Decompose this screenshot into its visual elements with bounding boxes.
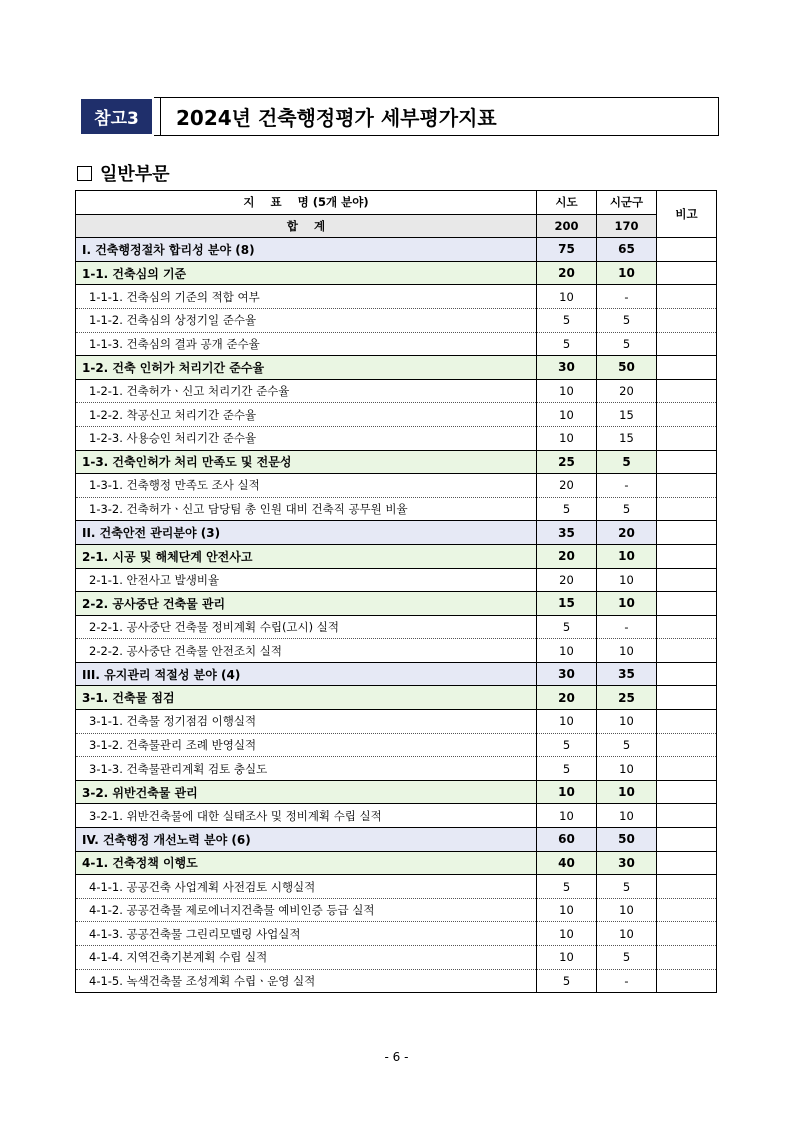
table-row xyxy=(76,639,717,663)
table-row xyxy=(76,875,717,899)
score-sido: 40 xyxy=(537,851,597,875)
column-header-indicator: 지 표 명 (5개 분야) xyxy=(76,191,537,215)
table-row xyxy=(76,474,717,498)
indicator-name: 1-3-2. 건축허가ㆍ신고 담당팀 총 인원 대비 건축직 공무원 비율 xyxy=(76,497,537,521)
page-title: 2024년 건축행정평가 세부평가지표 xyxy=(176,106,497,130)
table-row xyxy=(76,922,717,946)
score-sido: 10 xyxy=(537,379,597,403)
indicator-name: 3-1-1. 건축물 정기점검 이행실적 xyxy=(76,710,537,734)
note-cell xyxy=(657,403,717,427)
score-sido: 20 xyxy=(537,261,597,285)
indicator-name: 4-1-4. 지역건축기본계획 수립 실적 xyxy=(76,946,537,970)
note-cell xyxy=(657,710,717,734)
table-row xyxy=(76,898,717,922)
category-row xyxy=(76,238,717,262)
indicator-name: 1-2-3. 사용승인 처리기간 준수율 xyxy=(76,426,537,450)
score-sido: 10 xyxy=(537,426,597,450)
score-sido: 5 xyxy=(537,332,597,356)
table-row xyxy=(76,497,717,521)
score-sido: 10 xyxy=(537,285,597,309)
indicator-name: I. 건축행정절차 합리성 분야 (8) xyxy=(76,238,537,262)
indicator-name: 3-1. 건축물 점검 xyxy=(76,686,537,710)
subcategory-row xyxy=(76,592,717,616)
indicator-name: 1-1-3. 건축심의 결과 공개 준수율 xyxy=(76,332,537,356)
score-sido: 35 xyxy=(537,521,597,545)
score-sigungu: 35 xyxy=(597,662,657,686)
note-cell xyxy=(657,544,717,568)
score-sido: 5 xyxy=(537,497,597,521)
note-cell xyxy=(657,615,717,639)
note-cell xyxy=(657,828,717,852)
note-cell xyxy=(657,426,717,450)
indicator-name: 1-3. 건축인허가 처리 만족도 및 전문성 xyxy=(76,450,537,474)
total-sigungu: 170 xyxy=(597,214,657,238)
indicator-name: 3-2. 위반건축물 관리 xyxy=(76,780,537,804)
score-sigungu: 10 xyxy=(597,804,657,828)
score-sigungu: 10 xyxy=(597,261,657,285)
score-sido: 5 xyxy=(537,969,597,993)
note-cell xyxy=(657,521,717,545)
score-sido: 10 xyxy=(537,898,597,922)
note-cell xyxy=(657,686,717,710)
table-row xyxy=(76,804,717,828)
table-total-row xyxy=(76,214,717,238)
score-sigungu: 5 xyxy=(597,733,657,757)
score-sigungu: 10 xyxy=(597,757,657,781)
score-sigungu: - xyxy=(597,969,657,993)
score-sigungu: 10 xyxy=(597,780,657,804)
indicator-name: 2-1-1. 안전사고 발생비율 xyxy=(76,568,537,592)
note-cell xyxy=(657,474,717,498)
score-sigungu: 10 xyxy=(597,898,657,922)
table-row xyxy=(76,710,717,734)
score-sido: 60 xyxy=(537,828,597,852)
note-cell xyxy=(657,946,717,970)
indicator-name: 1-1. 건축심의 기준 xyxy=(76,261,537,285)
indicator-name: 2-2. 공사중단 건축물 관리 xyxy=(76,592,537,616)
subcategory-row xyxy=(76,261,717,285)
note-cell xyxy=(657,497,717,521)
score-sigungu: 10 xyxy=(597,568,657,592)
score-sido: 10 xyxy=(537,946,597,970)
indicator-name: 3-1-2. 건축물관리 조례 반영실적 xyxy=(76,733,537,757)
score-sigungu: 5 xyxy=(597,450,657,474)
score-sigungu: 65 xyxy=(597,238,657,262)
indicator-name: 4-1. 건축정책 이행도 xyxy=(76,851,537,875)
checkbox-square-icon xyxy=(77,166,92,181)
indicator-name: 4-1-1. 공공건축 사업계획 사전검토 시행실적 xyxy=(76,875,537,899)
table-row xyxy=(76,969,717,993)
table-row xyxy=(76,308,717,332)
score-sigungu: 20 xyxy=(597,379,657,403)
indicator-name: 1-1-2. 건축심의 상정기일 준수율 xyxy=(76,308,537,332)
table-row xyxy=(76,285,717,309)
score-sigungu: 50 xyxy=(597,356,657,380)
table-row xyxy=(76,757,717,781)
table-row xyxy=(76,733,717,757)
score-sigungu: 10 xyxy=(597,710,657,734)
section-heading xyxy=(77,161,170,185)
note-cell xyxy=(657,639,717,663)
subcategory-row xyxy=(76,851,717,875)
note-cell xyxy=(657,450,717,474)
indicator-name: 2-1. 시공 및 해체단계 안전사고 xyxy=(76,544,537,568)
table-row xyxy=(76,332,717,356)
indicator-name: 2-2-1. 공사중단 건축물 정비계획 수립(고시) 실적 xyxy=(76,615,537,639)
table-row xyxy=(76,946,717,970)
title-divider xyxy=(160,97,161,136)
score-sigungu: 5 xyxy=(597,497,657,521)
score-sigungu: - xyxy=(597,285,657,309)
indicator-name: 4-1-3. 공공건축물 그린리모델링 사업실적 xyxy=(76,922,537,946)
reference-badge: 참고3 xyxy=(79,97,154,136)
table-row xyxy=(76,379,717,403)
table-row xyxy=(76,568,717,592)
score-sido: 75 xyxy=(537,238,597,262)
note-cell xyxy=(657,733,717,757)
evaluation-table xyxy=(75,190,717,993)
note-cell xyxy=(657,285,717,309)
indicator-name: 1-2-1. 건축허가ㆍ신고 처리기간 준수율 xyxy=(76,379,537,403)
indicator-name: 4-1-5. 녹색건축물 조성계획 수립ㆍ운영 실적 xyxy=(76,969,537,993)
note-cell xyxy=(657,379,717,403)
category-row xyxy=(76,828,717,852)
score-sigungu: 15 xyxy=(597,426,657,450)
subcategory-row xyxy=(76,544,717,568)
note-cell xyxy=(657,662,717,686)
score-sido: 5 xyxy=(537,615,597,639)
indicator-name: III. 유지관리 적절성 분야 (4) xyxy=(76,662,537,686)
score-sigungu: - xyxy=(597,474,657,498)
score-sigungu: 10 xyxy=(597,922,657,946)
indicator-name: 3-2-1. 위반건축물에 대한 실태조사 및 정비계획 수립 실적 xyxy=(76,804,537,828)
score-sigungu: 5 xyxy=(597,332,657,356)
note-cell xyxy=(657,568,717,592)
note-cell xyxy=(657,780,717,804)
indicator-name: IV. 건축행정 개선노력 분야 (6) xyxy=(76,828,537,852)
score-sido: 5 xyxy=(537,733,597,757)
score-sigungu: 20 xyxy=(597,521,657,545)
category-row xyxy=(76,521,717,545)
subcategory-row xyxy=(76,356,717,380)
score-sigungu: 10 xyxy=(597,592,657,616)
note-cell xyxy=(657,261,717,285)
indicator-name: 3-1-3. 건축물관리계획 검토 충실도 xyxy=(76,757,537,781)
score-sido: 5 xyxy=(537,875,597,899)
section-title: 일반부문 xyxy=(100,164,170,185)
note-cell xyxy=(657,969,717,993)
column-header-sigungu: 시군구 xyxy=(597,191,657,215)
score-sido: 30 xyxy=(537,662,597,686)
score-sido: 20 xyxy=(537,544,597,568)
note-cell xyxy=(657,757,717,781)
score-sigungu: 50 xyxy=(597,828,657,852)
table-row xyxy=(76,403,717,427)
score-sido: 20 xyxy=(537,568,597,592)
table-header-row xyxy=(76,191,717,215)
score-sigungu: 10 xyxy=(597,544,657,568)
subcategory-row xyxy=(76,686,717,710)
indicator-name: 2-2-2. 공사중단 건축물 안전조치 실적 xyxy=(76,639,537,663)
note-cell xyxy=(657,332,717,356)
score-sido: 5 xyxy=(537,308,597,332)
subcategory-row xyxy=(76,450,717,474)
note-cell xyxy=(657,922,717,946)
page-number: - 6 - xyxy=(384,1050,409,1064)
note-cell xyxy=(657,804,717,828)
score-sido: 15 xyxy=(537,592,597,616)
score-sido: 25 xyxy=(537,450,597,474)
category-row xyxy=(76,662,717,686)
score-sido: 10 xyxy=(537,710,597,734)
column-header-sido: 시도 xyxy=(537,191,597,215)
note-cell xyxy=(657,898,717,922)
score-sido: 5 xyxy=(537,757,597,781)
column-header-note: 비고 xyxy=(657,191,717,238)
score-sido: 10 xyxy=(537,403,597,427)
indicator-name: 1-3-1. 건축행정 만족도 조사 실적 xyxy=(76,474,537,498)
score-sigungu: 5 xyxy=(597,946,657,970)
note-cell xyxy=(657,875,717,899)
score-sigungu: 15 xyxy=(597,403,657,427)
note-cell xyxy=(657,356,717,380)
indicator-name: 1-1-1. 건축심의 기준의 적합 여부 xyxy=(76,285,537,309)
score-sigungu: 25 xyxy=(597,686,657,710)
indicator-name: II. 건축안전 관리분야 (3) xyxy=(76,521,537,545)
total-label: 합 계 xyxy=(76,214,537,238)
indicator-name: 4-1-2. 공공건축물 제로에너지건축물 예비인증 등급 실적 xyxy=(76,898,537,922)
score-sido: 20 xyxy=(537,686,597,710)
total-sido: 200 xyxy=(537,214,597,238)
indicator-name: 1-2. 건축 인허가 처리기간 준수율 xyxy=(76,356,537,380)
table-row xyxy=(76,615,717,639)
note-cell xyxy=(657,238,717,262)
score-sigungu: 5 xyxy=(597,875,657,899)
score-sido: 10 xyxy=(537,922,597,946)
score-sigungu: 30 xyxy=(597,851,657,875)
note-cell xyxy=(657,308,717,332)
score-sido: 10 xyxy=(537,804,597,828)
score-sigungu: 10 xyxy=(597,639,657,663)
score-sigungu: - xyxy=(597,615,657,639)
score-sido: 30 xyxy=(537,356,597,380)
subcategory-row xyxy=(76,780,717,804)
table-row xyxy=(76,426,717,450)
score-sido: 20 xyxy=(537,474,597,498)
indicator-name: 1-2-2. 착공신고 처리기간 준수율 xyxy=(76,403,537,427)
score-sido: 10 xyxy=(537,780,597,804)
score-sido: 10 xyxy=(537,639,597,663)
score-sigungu: 5 xyxy=(597,308,657,332)
note-cell xyxy=(657,851,717,875)
note-cell xyxy=(657,592,717,616)
